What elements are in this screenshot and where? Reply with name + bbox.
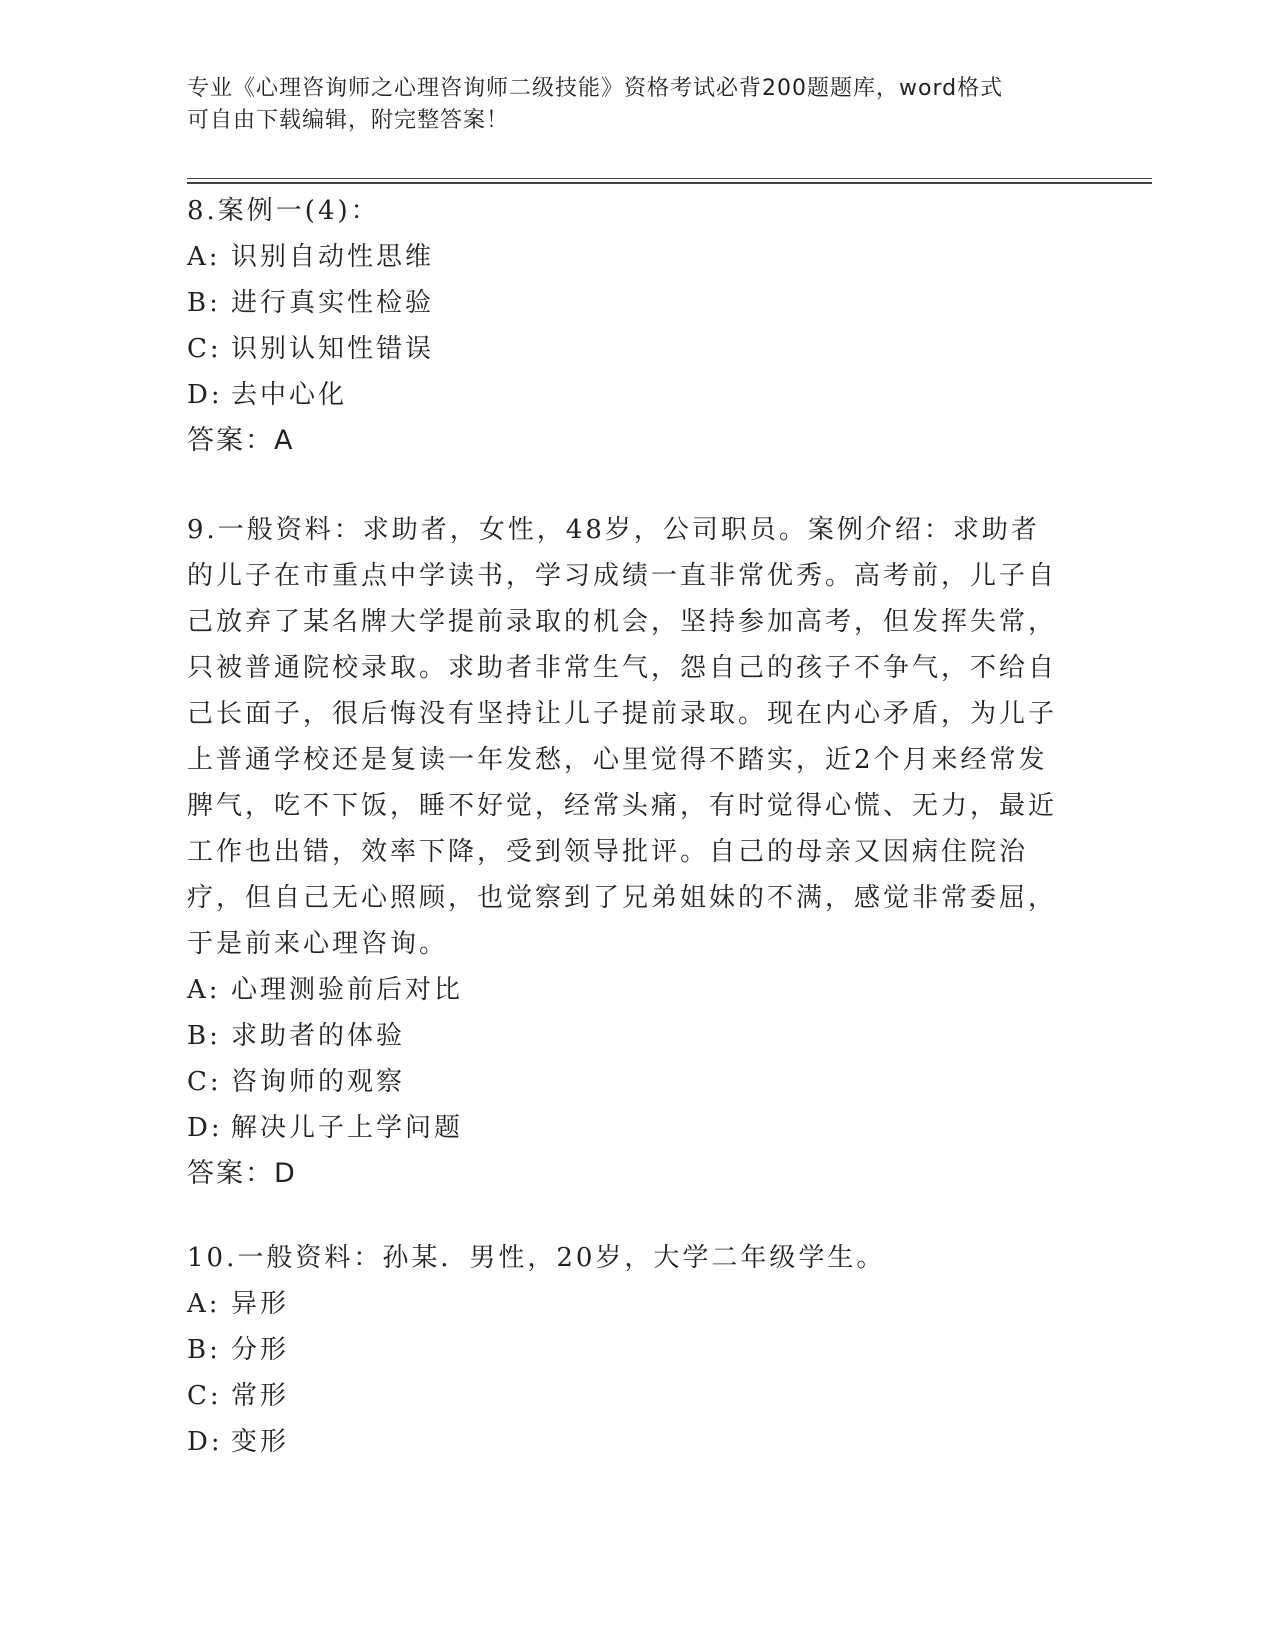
- option-c: [187, 1059, 1067, 1105]
- question-9: [187, 507, 1067, 1197]
- header-line-2: 可自由下载编辑，附完整答案！: [187, 108, 510, 133]
- header-divider-thin: [187, 178, 1152, 179]
- option-letter: D:: [187, 1113, 223, 1143]
- header-line-1: 专业《心理咨询师之心理咨询师二级技能》资格考试必背200题题库，word格式: [187, 76, 1004, 101]
- option-d: [187, 1419, 1067, 1465]
- option-text: 咨询师的观察: [231, 1067, 406, 1097]
- question-text: 9.一般资料：求助者，女性，48岁，公司职员。案例介绍：求助者的儿子在市重点中学读书，学习成绩一直非常优秀。高考前，儿子自己放弃了某名牌大学提前录取的机会，坚持参加高考，但发挥失常，只被普通院校录取。求助者非常生气，怨自己的孩子不争气，不给自己长面子，很后悔没有坚持让儿子提前录取。现在内心矛盾，为儿子上普通学校还是复读一年发愁，心里觉得不踏实，近2个月来经常发脾气，吃不下饭，睡不好觉，经常头痛，有时觉得心慌、无力，最近工作也出错，效率下降，受到领导批评。自己的母亲又因病住院治疗，但自己无心照顾，也觉察到了兄弟姐妹的不满，感觉非常委屈，于是前来心理咨询。: [187, 515, 1058, 959]
- question-10: [187, 1235, 1067, 1465]
- answer-label: 答案：A: [187, 425, 295, 456]
- header-divider-thick: [187, 182, 1152, 184]
- option-text: 去中心化: [231, 380, 348, 410]
- question-8: [187, 188, 1067, 464]
- option-letter: D:: [187, 380, 223, 410]
- option-text: 识别认知性错误: [231, 334, 435, 364]
- option-a: [187, 234, 1067, 280]
- option-a: [187, 967, 1067, 1013]
- option-text: 求助者的体验: [231, 1021, 406, 1051]
- option-text: 常形: [231, 1381, 290, 1411]
- option-letter: A:: [187, 242, 221, 272]
- option-text: 识别自动性思维: [231, 242, 435, 272]
- option-b: [187, 1013, 1067, 1059]
- option-letter: B:: [187, 288, 221, 318]
- option-c: [187, 326, 1067, 372]
- option-text: 变形: [231, 1427, 290, 1457]
- option-letter: D:: [187, 1427, 223, 1457]
- answer-label: 答案：D: [187, 1158, 297, 1189]
- option-letter: C:: [187, 1067, 222, 1097]
- option-text: 心理测验前后对比: [231, 975, 464, 1005]
- option-letter: C:: [187, 334, 222, 364]
- option-text: 异形: [231, 1289, 290, 1319]
- option-d: [187, 372, 1067, 418]
- option-letter: A:: [187, 975, 221, 1005]
- option-a: [187, 1281, 1067, 1327]
- option-b: [187, 1327, 1067, 1373]
- question-text: 8.案例一(4)：: [187, 196, 380, 226]
- option-letter: A:: [187, 1289, 221, 1319]
- question-text: 10.一般资料：孙某．男性，20岁，大学二年级学生。: [187, 1243, 886, 1273]
- document-header: [187, 73, 1067, 137]
- option-text: 进行真实性检验: [231, 288, 435, 318]
- option-letter: B:: [187, 1335, 221, 1365]
- option-d: [187, 1105, 1067, 1151]
- option-text: 分形: [231, 1335, 290, 1365]
- option-letter: C:: [187, 1381, 222, 1411]
- option-c: [187, 1373, 1067, 1419]
- option-letter: B:: [187, 1021, 221, 1051]
- option-b: [187, 280, 1067, 326]
- option-text: 解决儿子上学问题: [231, 1113, 464, 1143]
